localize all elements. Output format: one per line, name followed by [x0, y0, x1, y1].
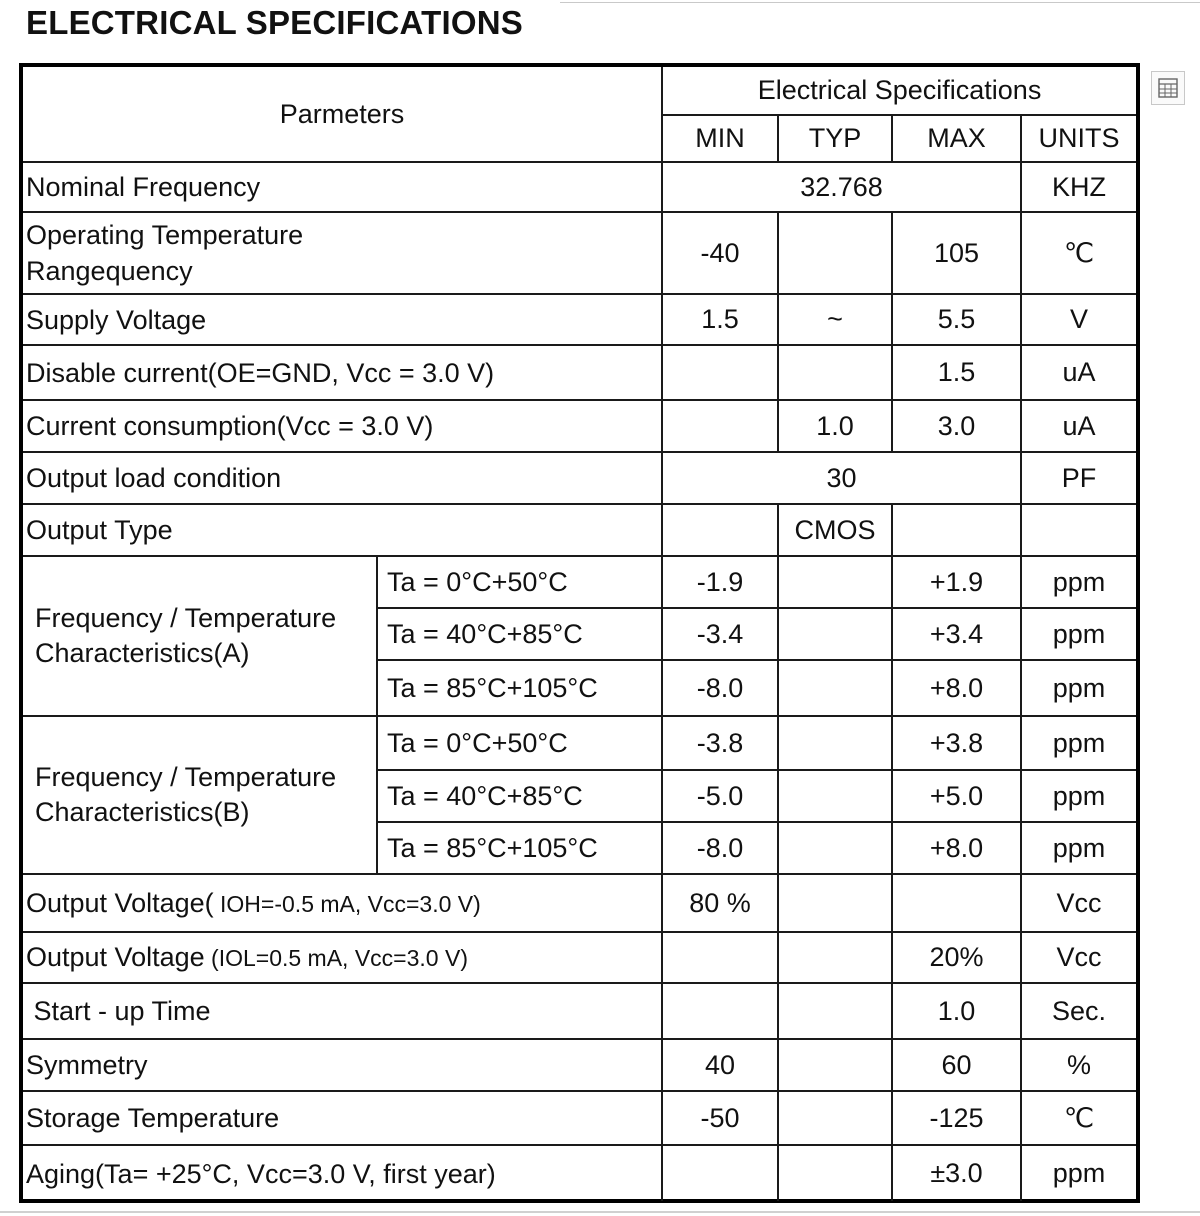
- value-output-load: 30: [662, 452, 1021, 504]
- header-row-1: [23, 67, 1136, 115]
- group-freq-temp-a: [23, 556, 377, 716]
- min-freq-temp-a-1: -1.9: [662, 556, 778, 608]
- typ-storage-temperature: [778, 1091, 892, 1145]
- cond-freq-temp-a-1: Ta = 0°C+50°C: [377, 556, 662, 608]
- row-operating-temperature: [23, 212, 1136, 294]
- param-operating-temperature-line2: Rangequency: [26, 256, 193, 286]
- typ-disable-current: [778, 345, 892, 400]
- units-aging: ppm: [1021, 1145, 1136, 1201]
- typ-freq-temp-a-1: [778, 556, 892, 608]
- typ-startup-time: [778, 983, 892, 1039]
- units-freq-temp-b-2: ppm: [1021, 770, 1136, 822]
- top-divider: [560, 2, 1200, 3]
- param-supply-voltage: Supply Voltage: [23, 294, 662, 345]
- units-freq-temp-b-1: ppm: [1021, 716, 1136, 770]
- min-freq-temp-a-2: -3.4: [662, 608, 778, 660]
- header-units: UNITS: [1021, 115, 1136, 162]
- param-output-type: Output Type: [23, 504, 662, 556]
- units-operating-temperature: ℃: [1021, 212, 1136, 294]
- units-output-voltage-high: Vcc: [1021, 874, 1136, 932]
- row-symmetry: [23, 1039, 1136, 1091]
- page-title: ELECTRICAL SPECIFICATIONS: [26, 4, 523, 41]
- param-output-load: Output load condition: [23, 452, 662, 504]
- units-freq-temp-a-1: ppm: [1021, 556, 1136, 608]
- row-current-consumption: [23, 400, 1136, 452]
- row-startup-time: [23, 983, 1136, 1039]
- typ-operating-temperature: [778, 212, 892, 294]
- param-output-voltage-high: [23, 874, 662, 932]
- row-disable-current: [23, 345, 1136, 400]
- typ-freq-temp-b-2: [778, 770, 892, 822]
- param-aging: Aging(Ta= +25°C, Vcc=3.0 V, first year): [23, 1145, 662, 1201]
- max-storage-temperature: -125: [892, 1091, 1021, 1145]
- typ-freq-temp-a-3: [778, 660, 892, 716]
- typ-freq-temp-b-3: [778, 822, 892, 874]
- group-freq-temp-b: [23, 716, 377, 874]
- max-freq-temp-a-3: +8.0: [892, 660, 1021, 716]
- row-freq-temp-a-1: [23, 556, 1136, 608]
- row-output-voltage-high: [23, 874, 1136, 932]
- row-output-load: [23, 452, 1136, 504]
- min-freq-temp-b-1: -3.8: [662, 716, 778, 770]
- max-disable-current: 1.5: [892, 345, 1021, 400]
- param-operating-temperature-line1: Operating Temperature: [26, 220, 304, 250]
- units-current-consumption: uA: [1021, 400, 1136, 452]
- min-aging: [662, 1145, 778, 1201]
- units-freq-temp-a-2: ppm: [1021, 608, 1136, 660]
- max-supply-voltage: 5.5: [892, 294, 1021, 345]
- param-disable-current: Disable current(OE=GND, Vcc = 3.0 V): [23, 345, 662, 400]
- header-electrical-specifications: Electrical Specifications: [662, 67, 1136, 115]
- param-operating-temperature: [23, 212, 662, 294]
- min-symmetry: 40: [662, 1039, 778, 1091]
- param-symmetry: Symmetry: [23, 1039, 662, 1091]
- units-freq-temp-b-3: ppm: [1021, 822, 1136, 874]
- row-output-type: [23, 504, 1136, 556]
- table-expand-glyph: [1157, 77, 1179, 99]
- row-aging: [23, 1145, 1136, 1201]
- header-min: MIN: [662, 115, 778, 162]
- min-supply-voltage: 1.5: [662, 294, 778, 345]
- cond-freq-temp-b-3: Ta = 85°C+105°C: [377, 822, 662, 874]
- max-current-consumption: 3.0: [892, 400, 1021, 452]
- typ-aging: [778, 1145, 892, 1201]
- max-startup-time: 1.0: [892, 983, 1021, 1039]
- units-startup-time: Sec.: [1021, 983, 1136, 1039]
- param-output-voltage-high-main: Output Voltage(: [26, 887, 214, 918]
- group-freq-temp-b-line2: Characteristics(B): [35, 797, 250, 827]
- typ-output-voltage-high: [778, 874, 892, 932]
- row-nominal-frequency: [23, 162, 1136, 212]
- units-output-load: PF: [1021, 452, 1136, 504]
- param-output-voltage-low: [23, 932, 662, 983]
- param-startup-time: Start - up Time: [23, 983, 662, 1039]
- cond-freq-temp-a-2: Ta = 40°C+85°C: [377, 608, 662, 660]
- row-freq-temp-b-1: [23, 716, 1136, 770]
- param-nominal-frequency: Nominal Frequency: [23, 162, 662, 212]
- param-output-voltage-low-main: Output Voltage: [26, 942, 205, 972]
- typ-output-type: CMOS: [778, 504, 892, 556]
- units-disable-current: uA: [1021, 345, 1136, 400]
- max-freq-temp-b-2: +5.0: [892, 770, 1021, 822]
- typ-current-consumption: 1.0: [778, 400, 892, 452]
- row-storage-temperature: [23, 1091, 1136, 1145]
- typ-freq-temp-b-1: [778, 716, 892, 770]
- min-startup-time: [662, 983, 778, 1039]
- min-operating-temperature: -40: [662, 212, 778, 294]
- min-current-consumption: [662, 400, 778, 452]
- min-output-voltage-low: [662, 932, 778, 983]
- max-freq-temp-a-2: +3.4: [892, 608, 1021, 660]
- table-expand-icon[interactable]: [1151, 71, 1185, 105]
- typ-symmetry: [778, 1039, 892, 1091]
- header-parameters: Parmeters: [23, 67, 662, 162]
- value-nominal-frequency: 32.768: [662, 162, 1021, 212]
- param-current-consumption: Current consumption(Vcc = 3.0 V): [23, 400, 662, 452]
- cond-freq-temp-b-2: Ta = 40°C+85°C: [377, 770, 662, 822]
- units-storage-temperature: ℃: [1021, 1091, 1136, 1145]
- max-output-voltage-high: [892, 874, 1021, 932]
- units-output-type: [1021, 504, 1136, 556]
- max-freq-temp-a-1: +1.9: [892, 556, 1021, 608]
- units-supply-voltage: V: [1021, 294, 1136, 345]
- units-output-voltage-low: Vcc: [1021, 932, 1136, 983]
- group-freq-temp-a-line2: Characteristics(A): [35, 638, 250, 668]
- header-max: MAX: [892, 115, 1021, 162]
- group-freq-temp-a-line1: Frequency / Temperature: [35, 603, 337, 633]
- max-aging: ±3.0: [892, 1145, 1021, 1201]
- max-freq-temp-b-3: +8.0: [892, 822, 1021, 874]
- units-nominal-frequency: KHZ: [1021, 162, 1136, 212]
- typ-supply-voltage: ~: [778, 294, 892, 345]
- param-storage-temperature: Storage Temperature: [23, 1091, 662, 1145]
- cond-freq-temp-a-3: Ta = 85°C+105°C: [377, 660, 662, 716]
- bottom-divider: [0, 1211, 1200, 1213]
- max-symmetry: 60: [892, 1039, 1021, 1091]
- min-storage-temperature: -50: [662, 1091, 778, 1145]
- max-output-voltage-low: 20%: [892, 932, 1021, 983]
- cond-freq-temp-b-1: Ta = 0°C+50°C: [377, 716, 662, 770]
- typ-freq-temp-a-2: [778, 608, 892, 660]
- max-output-type: [892, 504, 1021, 556]
- param-output-voltage-high-cond: IOH=-0.5 mA, Vcc=3.0 V): [213, 890, 481, 917]
- min-disable-current: [662, 345, 778, 400]
- row-supply-voltage: [23, 294, 1136, 345]
- max-operating-temperature: 105: [892, 212, 1021, 294]
- header-typ: TYP: [778, 115, 892, 162]
- min-freq-temp-b-3: -8.0: [662, 822, 778, 874]
- min-output-voltage-high: 80 %: [662, 874, 778, 932]
- units-symmetry: %: [1021, 1039, 1136, 1091]
- min-freq-temp-b-2: -5.0: [662, 770, 778, 822]
- electrical-specifications-table: [19, 63, 1140, 1203]
- units-freq-temp-a-3: ppm: [1021, 660, 1136, 716]
- min-freq-temp-a-3: -8.0: [662, 660, 778, 716]
- max-freq-temp-b-1: +3.8: [892, 716, 1021, 770]
- row-output-voltage-low: [23, 932, 1136, 983]
- param-output-voltage-low-cond: (IOL=0.5 mA, Vcc=3.0 V): [204, 945, 468, 971]
- typ-output-voltage-low: [778, 932, 892, 983]
- min-output-type: [662, 504, 778, 556]
- group-freq-temp-b-line1: Frequency / Temperature: [35, 762, 337, 792]
